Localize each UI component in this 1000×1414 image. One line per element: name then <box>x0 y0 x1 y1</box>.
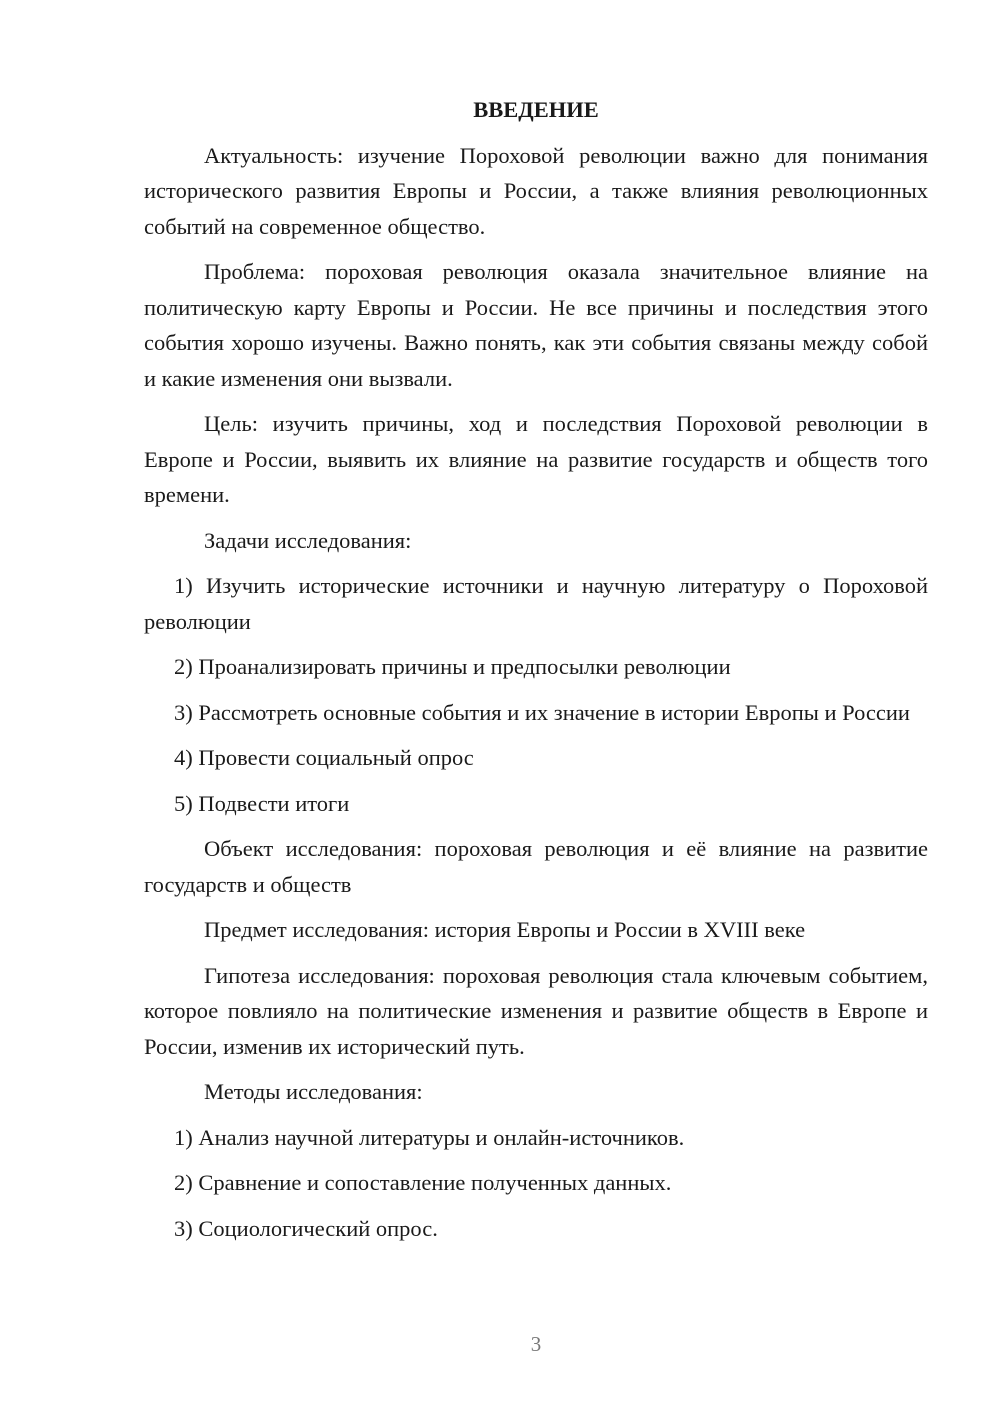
task-item-5: 5) Подвести итоги <box>174 790 350 816</box>
subject-paragraph: Предмет исследования: история Европы и России в XVIII веке <box>204 917 806 942</box>
tasks-heading: Задачи исследования: <box>204 527 412 553</box>
goal-paragraph: Цель: изучить причины, ход и последствия Пороховой революции в Европе и России, выявить их влияние на развитие государств и обществ того времени. <box>144 411 928 507</box>
method-item-1: 1) Анализ научной литературы и онлайн-источников. <box>174 1124 685 1150</box>
method-item-2: 2) Сравнение и сопоставление полученных данных. <box>174 1170 672 1195</box>
hypothesis-paragraph: Гипотеза исследования: пороховая революция стала ключевым событием, которое повлияло на политические изменения и развитие обществ в Европе и России, изменив их исторический путь. <box>144 962 928 1059</box>
method-item-3: 3) Социологический опрос. <box>174 1215 438 1241</box>
page-body <box>144 92 928 1256</box>
task-item-1: 1) Изучить исторические источники и научную литературу о Пороховой революции <box>144 573 928 634</box>
task-item-3: 3) Рассмотреть основные события и их значение в истории Европы и России <box>174 699 910 725</box>
page-number: 3 <box>530 1332 542 1356</box>
section-title: ВВЕДЕНИЕ <box>473 97 599 122</box>
relevance-paragraph: Актуальность: изучение Пороховой революции важно для понимания исторического развития Европы и России, а также влияния революционных событий на современное общество. <box>144 142 928 239</box>
task-item-4: 4) Провести социальный опрос <box>174 745 474 770</box>
object-paragraph: Объект исследования: пороховая революция и её влияние на развитие государств и обществ <box>144 836 928 897</box>
problem-paragraph: Проблема: пороховая революция оказала значительное влияние на политическую карту Европы и России. Не все причины и последствия этого события хорошо изучены. Важно понять, как эти события связаны между собой и какие изменения они вызвали. <box>144 259 928 391</box>
methods-heading: Методы исследования: <box>204 1079 423 1104</box>
task-item-2: 2) Проанализировать причины и предпосылки революции <box>174 654 731 679</box>
